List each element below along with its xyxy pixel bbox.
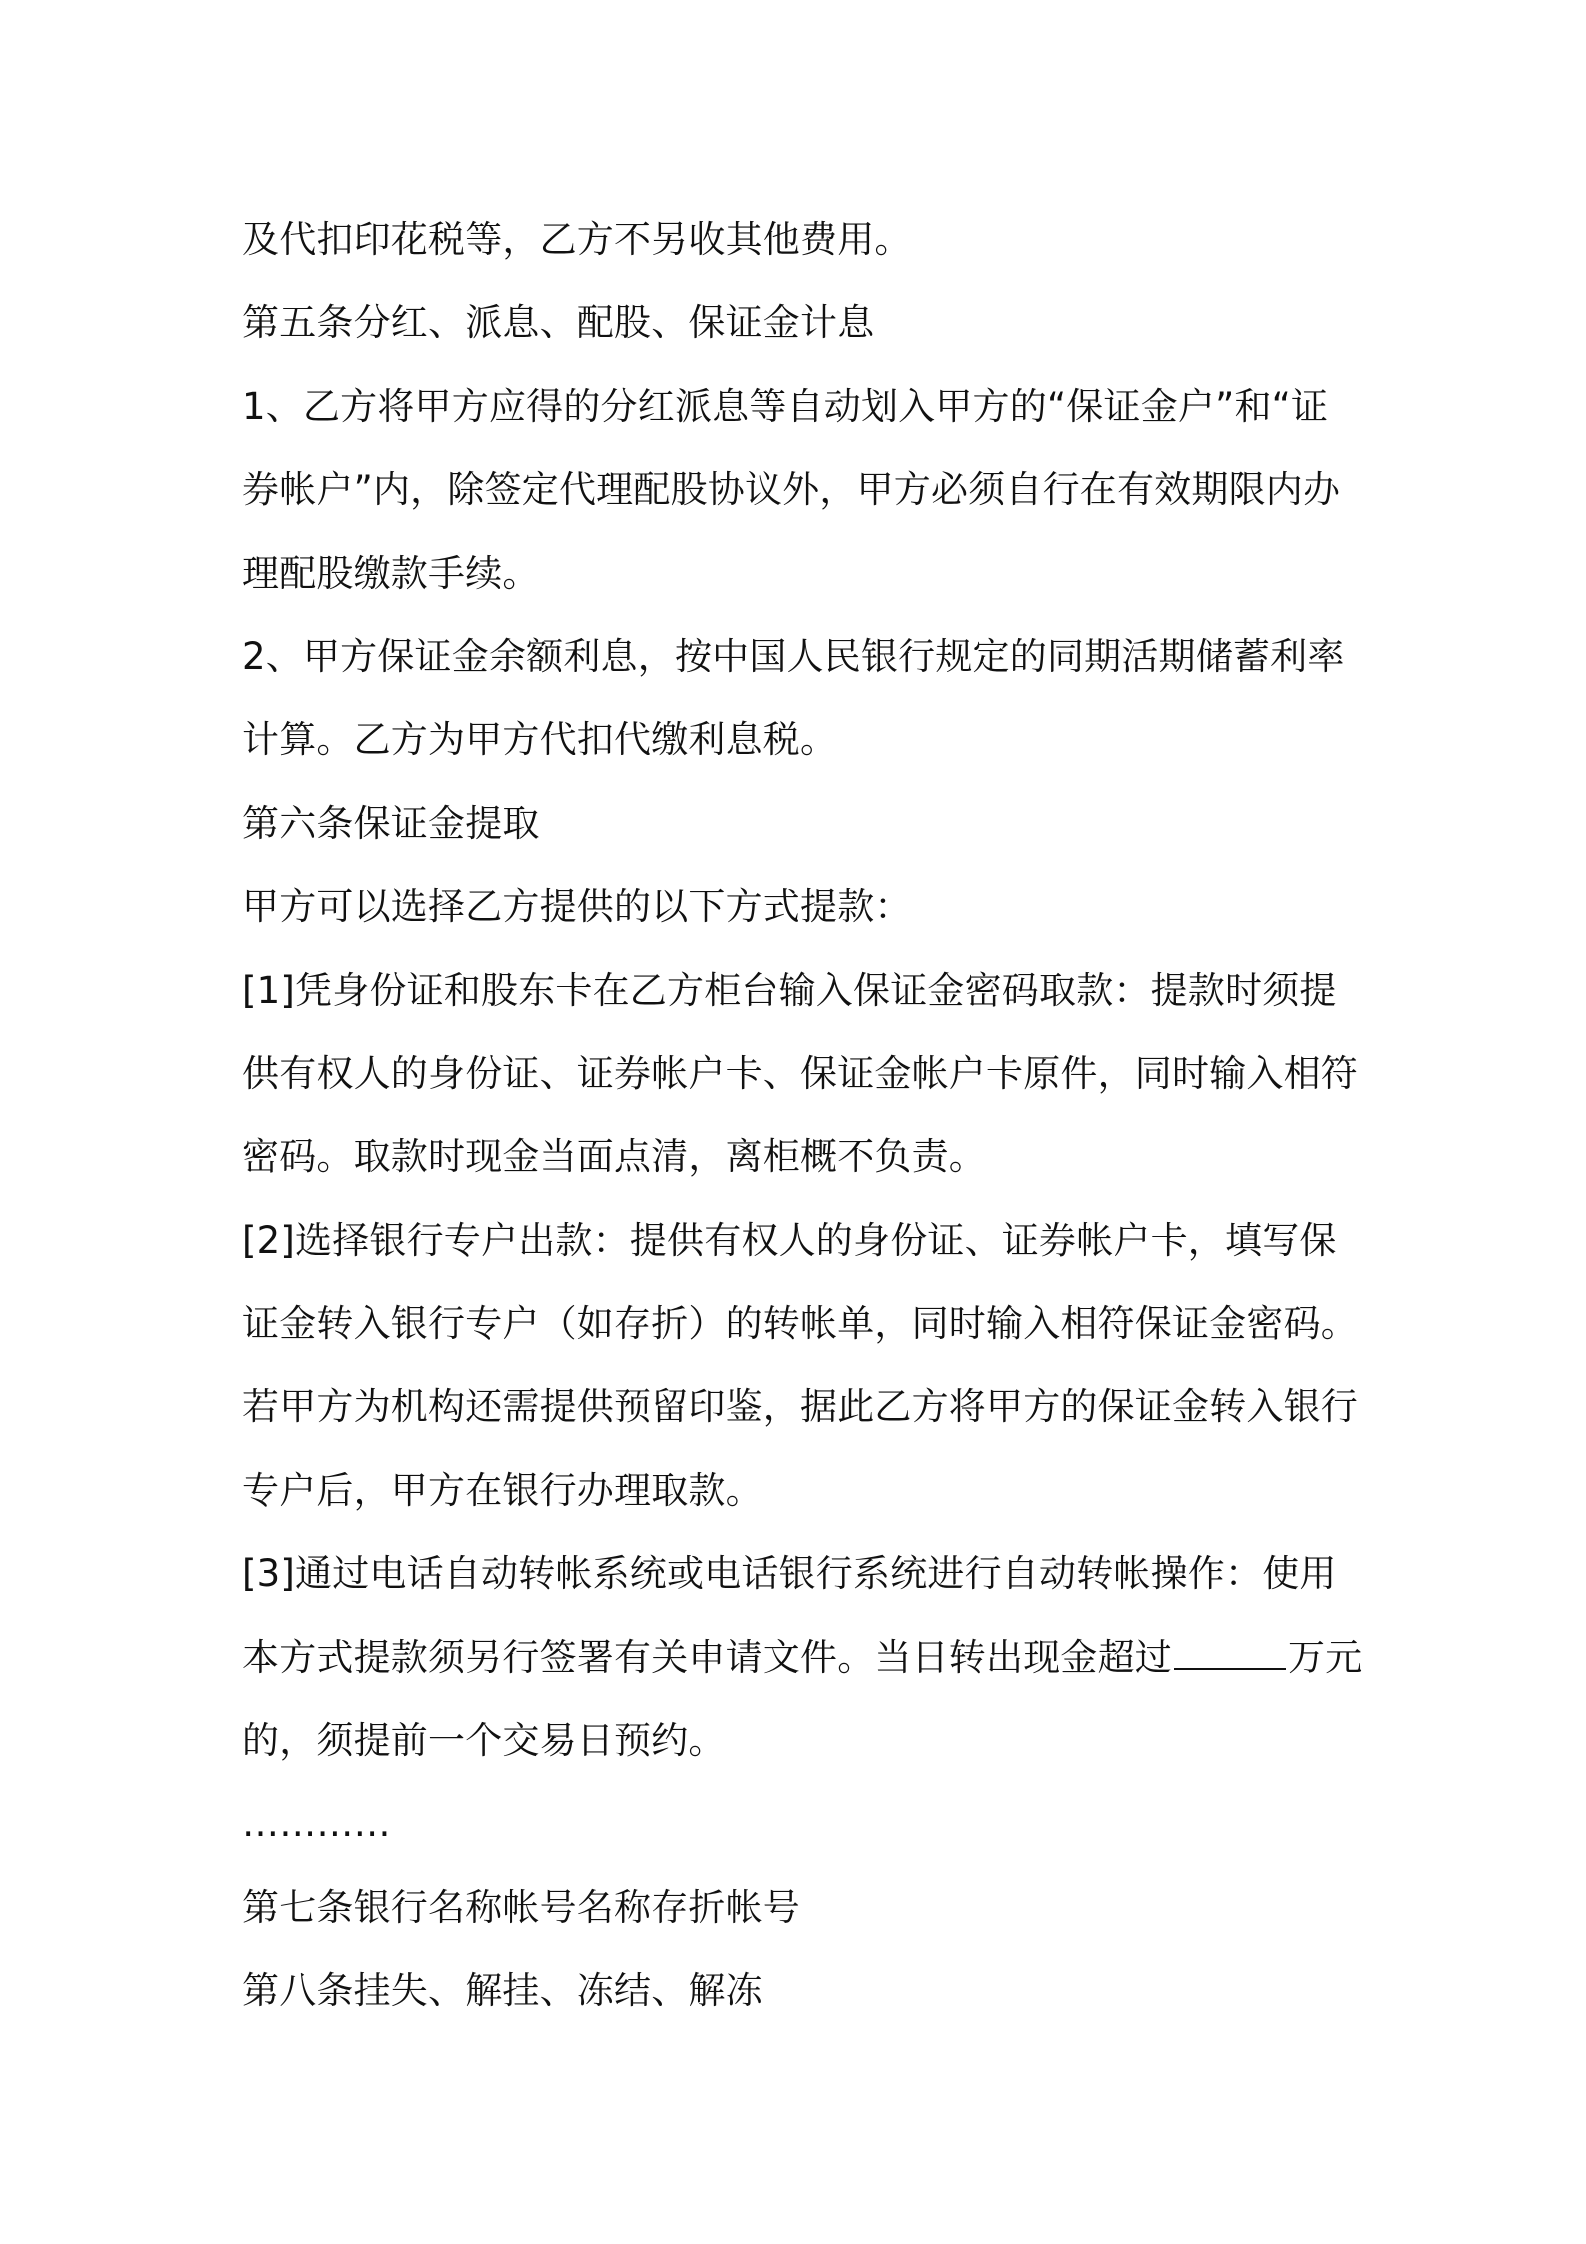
text-line: 专户后，甲方在银行办理取款。: [242, 1468, 763, 1512]
ellipsis-line: …………: [242, 1802, 391, 1846]
text-line: 的，须提前一个交易日预约。: [242, 1719, 726, 1763]
text-line: 1、乙方将甲方应得的分红派息等自动划入甲方的“保证金户”和“证: [242, 384, 1329, 428]
text-line: 计算。乙方为甲方代扣代缴利息税。: [242, 718, 838, 762]
text-line: 2、甲方保证金余额利息，按中国人民银行规定的同期活期储蓄利率: [242, 634, 1345, 678]
text-line: 若甲方为机构还需提供预留印鉴，据此乙方将甲方的保证金转入银行: [242, 1385, 1358, 1429]
text-line: 甲方可以选择乙方提供的以下方式提款：: [242, 885, 912, 929]
text-line: 证金转入银行专户（如存折）的转帐单，同时输入相符保证金密码。: [242, 1302, 1358, 1346]
text-line-with-blank: [242, 1616, 1363, 1699]
text-line: 供有权人的身份证、证券帐户卡、保证金帐户卡原件，同时输入相符: [242, 1051, 1358, 1095]
text-segment: 本方式提款须另行签署有关申请文件。当日转出现金超过: [242, 1635, 1172, 1679]
text-line: 密码。取款时现金当面点清，离柜概不负责。: [242, 1135, 986, 1179]
fill-in-blank: [1174, 1638, 1286, 1670]
text-line: [3]通过电话自动转帐系统或电话银行系统进行自动转帐操作：使用: [242, 1552, 1337, 1596]
article-heading: 第五条分红、派息、配股、保证金计息: [242, 301, 875, 345]
text-line: 券帐户”内，除签定代理配股协议外，甲方必须自行在有效期限内办: [242, 468, 1341, 512]
article-heading: 第八条挂失、解挂、冻结、解冻: [242, 1969, 763, 2013]
document-body: [242, 198, 1363, 2033]
article-heading: 第七条银行名称帐号名称存折帐号: [242, 1885, 800, 1929]
text-line: 理配股缴款手续。: [242, 551, 540, 595]
article-heading: 第六条保证金提取: [242, 801, 540, 845]
text-line: [1]凭身份证和股东卡在乙方柜台输入保证金密码取款：提款时须提: [242, 968, 1337, 1012]
text-line: 及代扣印花税等，乙方不另收其他费用。: [242, 218, 912, 261]
text-segment: 万元: [1288, 1635, 1363, 1679]
text-line: [2]选择银行专户出款：提供有权人的身份证、证券帐户卡，填写保: [242, 1218, 1337, 1262]
